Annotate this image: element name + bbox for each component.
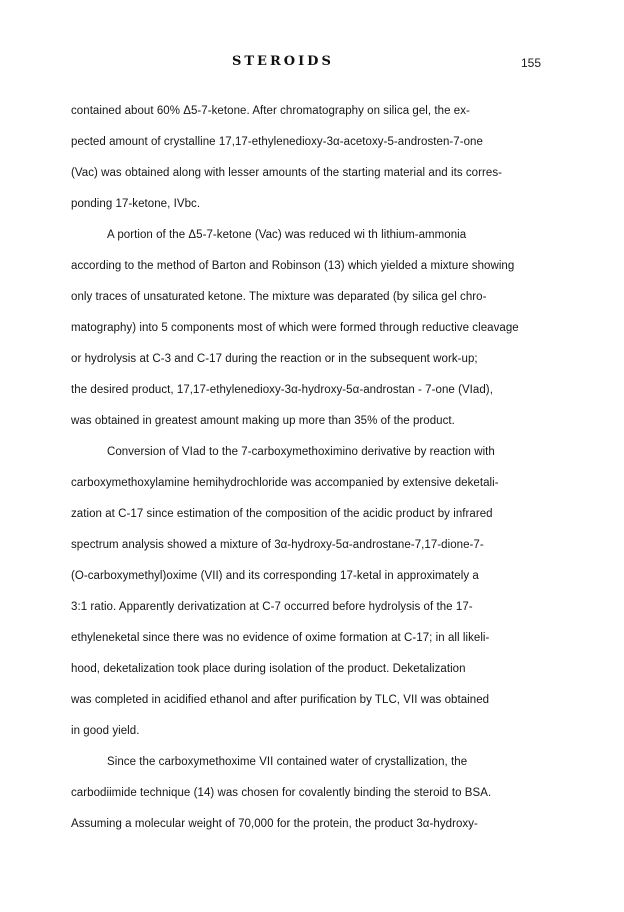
journal-title: STEROIDS (232, 54, 334, 69)
paragraph (71, 747, 561, 840)
text-line: was obtained in greatest amount making up more than 35% of the product. (71, 415, 455, 427)
text-line: matography) into 5 components most of which were formed through reductive cleavage (71, 322, 519, 334)
text-line: was completed in acidified ethanol and after purification by TLC, VII was obtained (71, 694, 490, 706)
text-line: only traces of unsaturated ketone. The mixture was deparated (by silica gel chro- (71, 291, 487, 303)
text-line: according to the method of Barton and Robinson (13) which yielded a mixture showing (71, 260, 515, 272)
paragraph (71, 96, 561, 220)
text-line: A portion of the Δ5-7-ketone (Vac) was reduced wi th lithium-ammonia (107, 229, 467, 241)
text-line: carbodiimide technique (14) was chosen for covalently binding the steroid to BSA. (71, 787, 492, 799)
text-line: 3:1 ratio. Apparently derivatization at C-7 occurred before hydrolysis of the 17- (71, 601, 473, 613)
paragraph (71, 220, 561, 437)
text-line: ponding 17-ketone, IVbc. (71, 198, 201, 210)
text-line: spectrum analysis showed a mixture of 3α-hydroxy-5α-androstane-7,17-dione-7- (71, 539, 484, 551)
text-line: zation at C-17 since estimation of the composition of the acidic product by infrared (71, 508, 493, 520)
text-line: in good yield. (71, 725, 140, 737)
running-header (0, 54, 624, 78)
text-line: Since the carboxymethoxime VII contained water of crystallization, the (107, 756, 468, 768)
text-line: hood, deketalization took place during isolation of the product. Deketalization (71, 663, 466, 675)
text-line: or hydrolysis at C-3 and C-17 during the reaction or in the subsequent work-up; (71, 353, 478, 365)
text-line: (O-carboxymethyl)oxime (VII) and its corresponding 17-ketal in approximately a (71, 570, 479, 582)
paragraph (71, 437, 561, 747)
text-line: the desired product, 17,17-ethylenedioxy-3α-hydroxy-5α-androstan - 7-one (VIad), (71, 384, 493, 396)
text-line: carboxymethoxylamine hemihydrochloride was accompanied by extensive deketali- (71, 477, 499, 489)
text-line: (Vac) was obtained along with lesser amounts of the starting material and its corres- (71, 167, 503, 179)
text-line: ethyleneketal since there was no evidence of oxime formation at C-17; in all likeli- (71, 632, 490, 644)
text-line: Conversion of VIad to the 7-carboxymethoximino derivative by reaction with (107, 446, 495, 458)
body-text (71, 96, 561, 840)
text-line: pected amount of crystalline 17,17-ethylenedioxy-3α-acetoxy-5-androsten-7-one (71, 136, 483, 148)
page-number: 155 (521, 56, 542, 70)
text-line: contained about 60% Δ5-7-ketone. After chromatography on silica gel, the ex- (71, 105, 470, 117)
text-line: Assuming a molecular weight of 70,000 for the protein, the product 3α-hydroxy- (71, 818, 478, 830)
